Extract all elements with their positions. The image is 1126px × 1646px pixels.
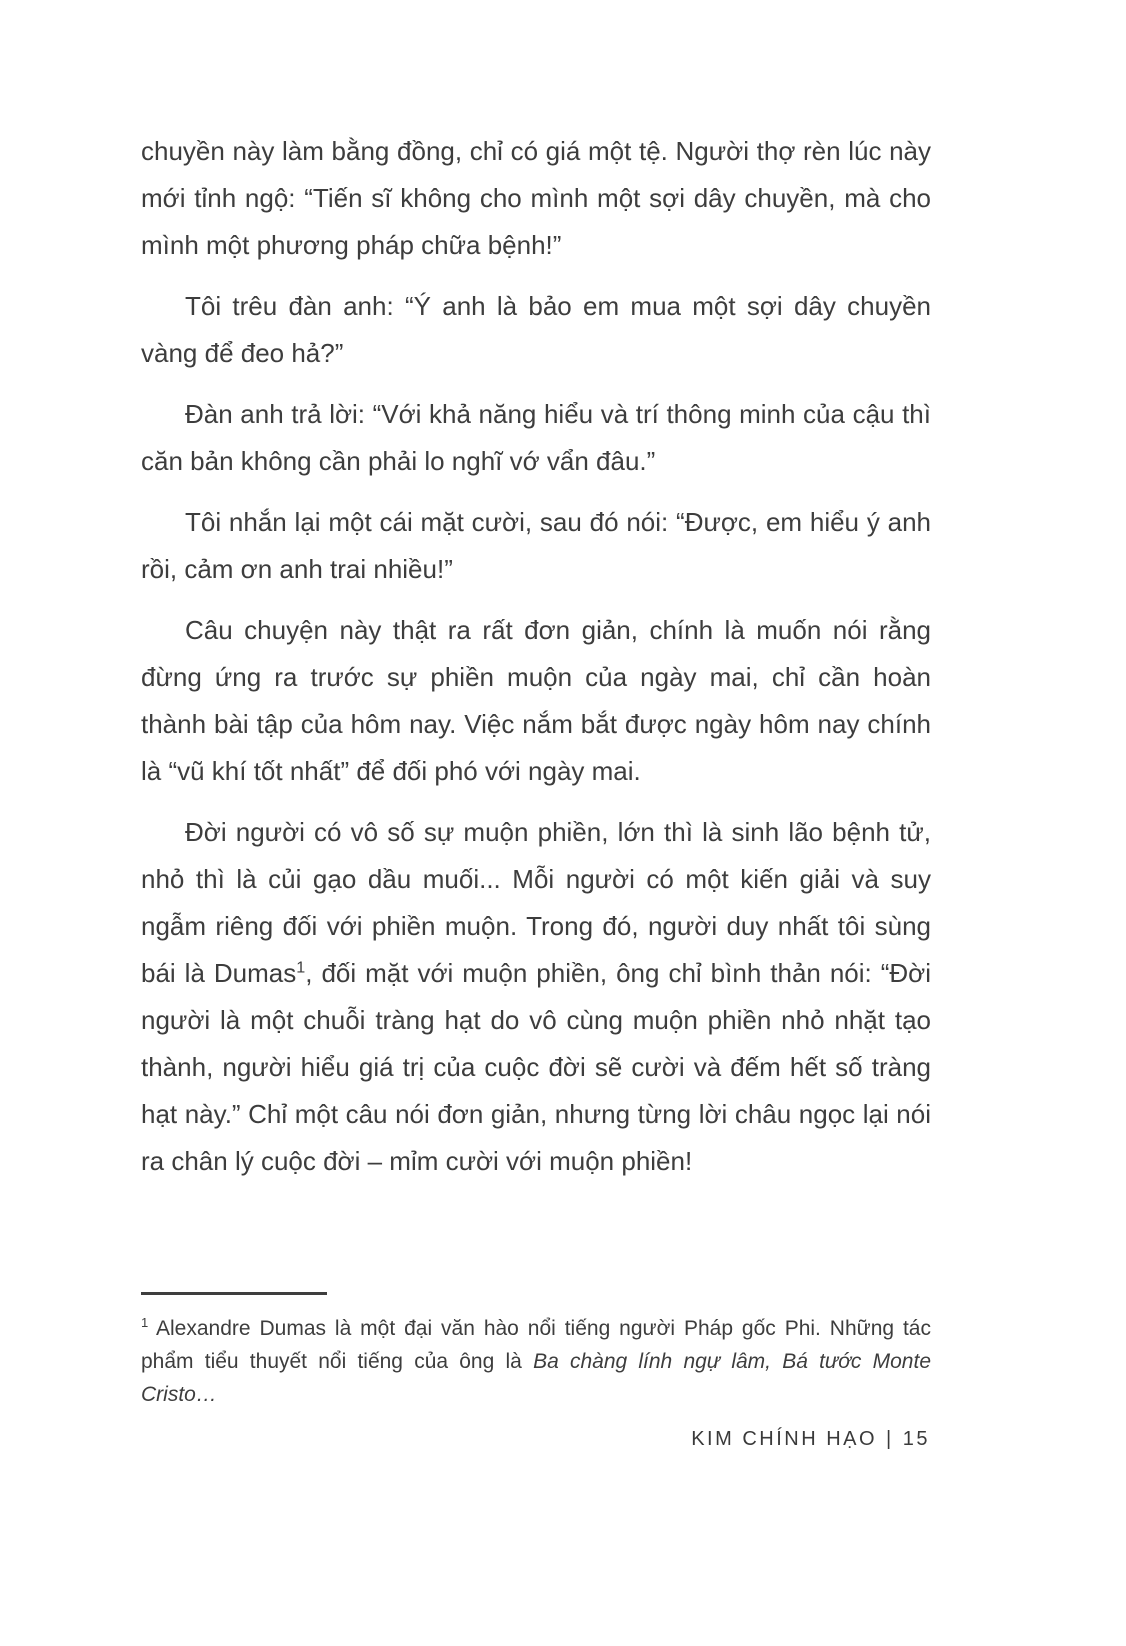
footnote-book-titles: Ba chàng lính ngự lâm, Bá tước Monte Cristo… [141,1350,931,1406]
paragraph: Câu chuyện này thật ra rất đơn giản, chính là muốn nói rằng đừng ứng ra trước sự phiền muộn của ngày mai, chỉ cần hoàn thành bài tập của hôm nay. Việc nắm bắt được ngày hôm nay chính là “vũ khí tốt nhất” để đối phó với ngày mai. [141,615,931,786]
footnote-text: Alexandre Dumas là một đại văn hào nổi tiếng người Pháp gốc Phi. Những tác phẩm tiểu thuyết nổi tiếng của ông là [141,1317,931,1373]
footnote-divider [141,1292,327,1295]
paragraph: Tôi trêu đàn anh: “Ý anh là bảo em mua một sợi dây chuyền vàng để đeo hả?” [141,291,931,368]
paragraph: Đàn anh trả lời: “Với khả năng hiểu và trí thông minh của cậu thì căn bản không cần phải lo nghĩ vớ vẩn đâu.” [141,399,931,476]
paragraph-text: Đời người có vô số sự muộn phiền, lớn thì là sinh lão bệnh tử, nhỏ thì là củi gạo dầu muối... Mỗi người có một kiến giải và suy ngẫm riêng đối với phiền muộn. Trong đó, người duy nhất tôi sùng bái là Dumas [141,817,931,988]
author-name: KIM CHÍNH HẠO [691,1428,878,1450]
paragraph: Tôi nhắn lại một cái mặt cười, sau đó nói: “Được, em hiểu ý anh rồi, cảm ơn anh trai nhiều!” [141,507,931,584]
footnote-reference: 1 [296,958,306,977]
paragraph: chuyền này làm bằng đồng, chỉ có giá một tệ. Người thợ rèn lúc này mới tỉnh ngộ: “Tiến sĩ không cho mình một sợi dây chuyền, mà cho mình một phương pháp chữa bệnh!” [141,136,931,260]
paragraph-text: , đối mặt với muộn phiền, ông chỉ bình thản nói: “Đời người là một chuỗi tràng hạt do vô cùng muộn phiền nhỏ nhặt tạo thành, người hiểu giá trị của cuộc đời sẽ cười và đếm hết số tràng hạt này.” Chỉ một câu nói đơn giản, nhưng từng lời châu ngọc lại nói ra chân lý cuộc đời – mỉm cười với muộn phiền! [141,958,932,1176]
footnote [141,1312,931,1411]
footnote-section [141,1292,931,1411]
body-text [141,128,931,1185]
running-footer [691,1428,930,1451]
footer-separator: | [886,1428,894,1450]
footnote-marker: 1 [141,1315,149,1330]
page-number: 15 [902,1428,930,1450]
paragraph [141,809,931,1185]
